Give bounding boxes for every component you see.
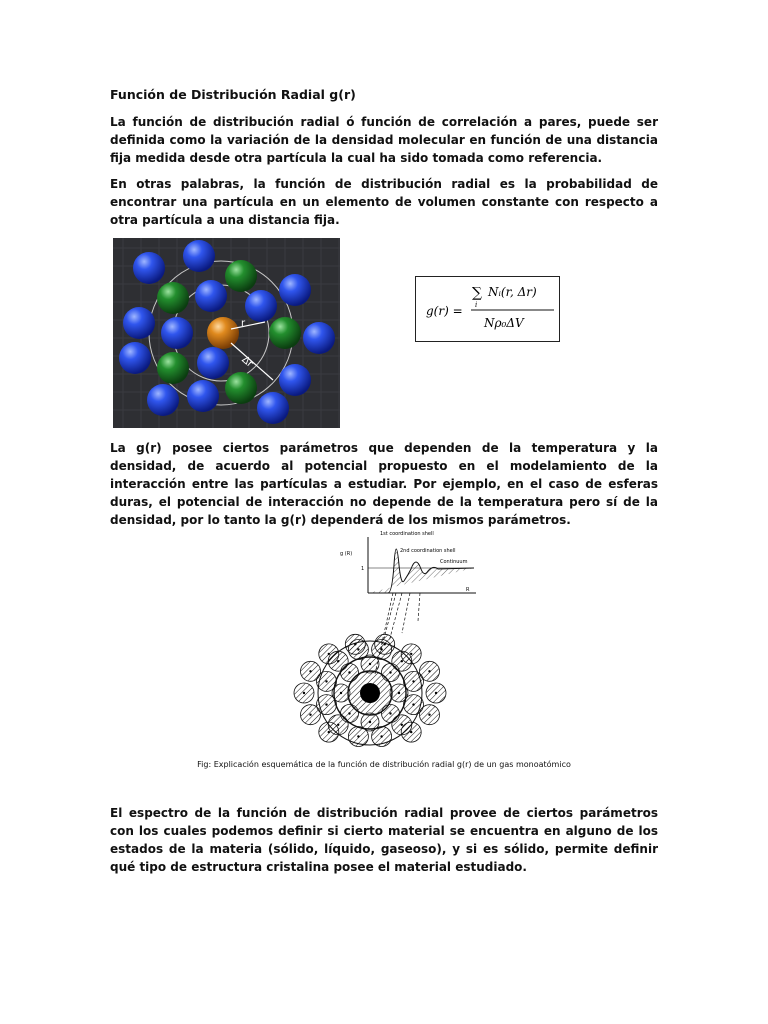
particle-center [309,714,311,716]
r-label: r [241,318,246,329]
blue-particle [303,322,335,354]
paragraph-spectrum: El espectro de la función de distribución radial provee de ciertos parámetros con los cuales podemos definir si cierto material se encuentra en alguno de los estados de la materia (sólido, líquido, gaseoso), y si es sólido, permite definir qué tipo de estructura cristalina posee el material estudiado. [110,806,658,874]
rdf-formula [415,276,560,342]
paragraph-definition: La función de distribución radial ó función de correlación a pares, puede ser definida como la variación de la densidad molecular en función de una distancia fija medida desde otra partícula la cual ha sido tomada como referencia. [110,115,658,165]
particle-center [401,724,403,726]
particle-center [348,671,350,673]
reference-particle [207,317,239,349]
formula-sum-index: i [475,301,478,309]
second-shell-label: 2nd coordination shell [400,548,456,554]
one-label: 1 [361,566,365,572]
particle-center [340,692,342,694]
particle-center [357,735,359,737]
projection-line [418,593,420,621]
particle-center [398,692,400,694]
figure-caption: Fig: Explicación esquemática de la función de distribución radial g(r) de un gas monoatómico [197,760,571,769]
blue-particle [257,392,289,424]
particle-center [328,653,330,655]
particle-center [410,653,412,655]
paragraph-probability: En otras palabras, la función de distribución radial es la probabilidad de encontrar una partícula en un elemento de volumen constante con respecto a otra partícula a una distancia fija. [110,177,658,227]
green-particle [225,260,257,292]
particle-center [354,643,356,645]
paragraph-parameters: La g(r) posee ciertos parámetros que dependen de la temperatura y la densidad, de acuerdo al potencial propuesto en el modelamiento de la interacción entre las partículas a estudiar. Por ejemplo, en el caso de esferas duras, el potencial de interacción no depende de la temperatura pero sí de la densidad, por lo tanto la g(r) dependerá de los mismos parámetros. [110,441,658,527]
particle-center [369,721,371,723]
particle-center [380,735,382,737]
continuum-label: Continuum [440,559,468,565]
blue-particle [245,290,277,322]
blue-particle [133,252,165,284]
blue-particle [197,347,229,379]
particle-center [337,660,339,662]
particle-center [325,703,327,705]
y-axis-label: g (R) [340,551,353,557]
particle-center [401,660,403,662]
formula-denominator: Nρ₀ΔV [484,316,524,330]
formula-numerator: Nᵢ(r, Δr) [488,285,537,299]
green-particle [269,317,301,349]
page-title: Función de Distribución Radial g(r) [110,87,356,102]
rdf-schematic-figure [288,525,488,750]
rdf-curve [368,549,474,593]
particle-center [412,703,414,705]
blue-particle [161,317,193,349]
blue-particle [183,240,215,272]
green-particle [157,282,189,314]
blue-particle [279,274,311,306]
particle-center [412,680,414,682]
particle-center [309,670,311,672]
blue-particle [187,380,219,412]
formula-sum: ∑ [472,285,482,301]
blue-particle [119,342,151,374]
particle-center [348,712,350,714]
first-shell-label: 1st coordination shell [380,531,434,537]
particle-center [328,731,330,733]
particle-center [410,731,412,733]
particle-center [389,671,391,673]
blue-particle [123,307,155,339]
particle-center [303,692,305,694]
blue-particle [195,280,227,312]
green-particle [157,352,189,384]
particle-center [428,670,430,672]
particle-center [369,663,371,665]
formula-lhs: g(r) = [426,304,463,318]
particle-center [325,680,327,682]
sphere-shell-figure [113,238,340,428]
blue-particle [279,364,311,396]
x-axis-label: R [466,587,470,593]
reference-particle [360,683,380,703]
particle-center [384,643,386,645]
particle-center [389,712,391,714]
particle-center [435,692,437,694]
green-particle [225,372,257,404]
particle-center [337,724,339,726]
projection-line [402,593,410,633]
particle-center [428,714,430,716]
dr-label: Δr [239,354,255,370]
blue-particle [147,384,179,416]
